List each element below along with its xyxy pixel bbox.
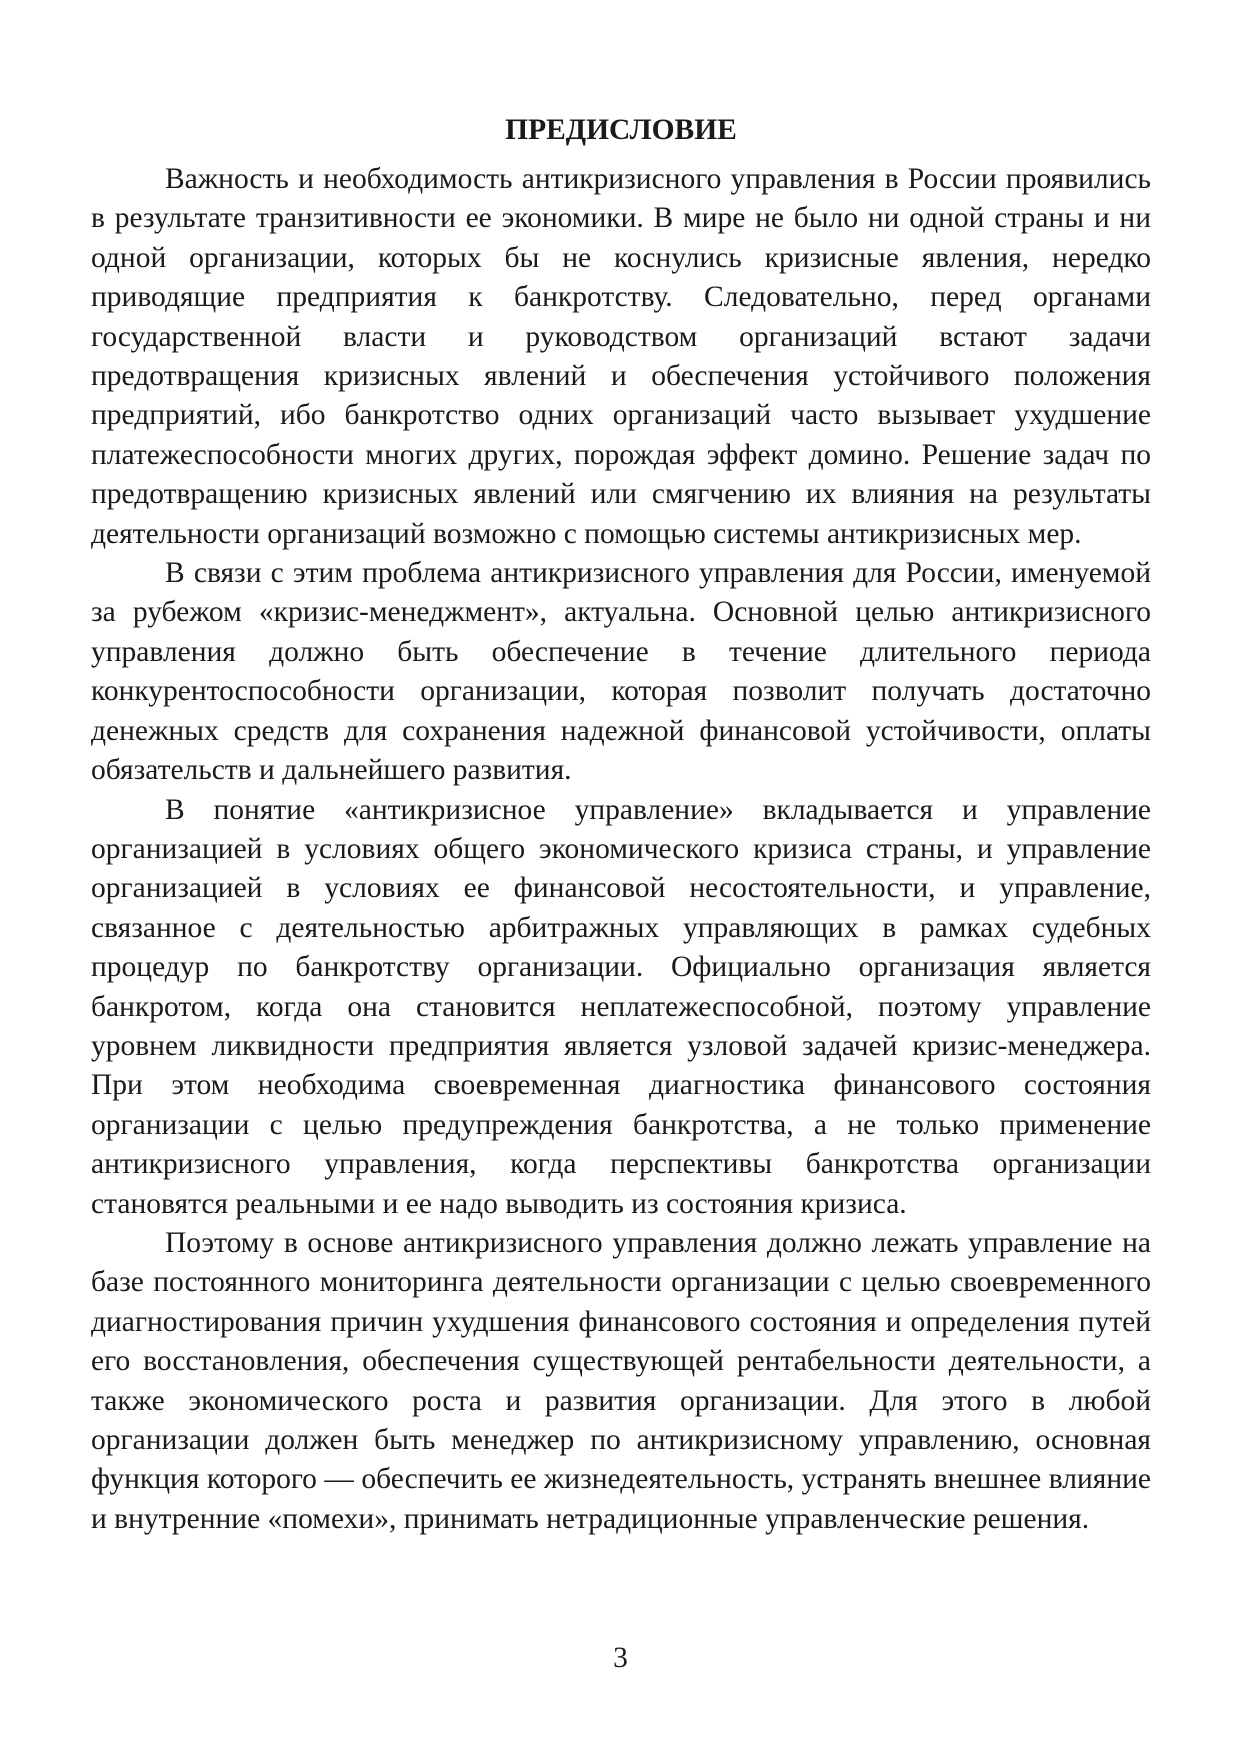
- paragraph-1: Важность и необходимость антикризисного управления в России проявились в результате транзитивности ее экономики. В мире не было ни одной страны и ни одной организации, которых бы не коснулись кризисные явления, нередко приводящие предприятия к банкротству. Следовательно, перед органами государственной власти и руководством организаций встают задачи предотвращения кризисных явлений и обеспечения устойчивого положения предприятий, ибо банкротство одних организаций часто вызывает ухудшение платежеспособности многих других, порождая эффект домино. Решение задач по предотвращению кризисных явлений или смягчению их влияния на результаты деятельности организаций возможно с помощью системы антикризисных мер.: [91, 163, 1151, 550]
- page-body: [91, 100, 1151, 1539]
- page-title: ПРЕДИСЛОВИЕ: [505, 114, 737, 146]
- page-number: 3: [613, 1642, 628, 1674]
- paragraph-2: В связи с этим проблема антикризисного управления для России, именуемой за рубежом «кризис-менеджмент», актуальна. Основной целью антикризисного управления должно быть обеспечение в течение длительного периода конкурентоспособности организации, которая позволит получать достаточно денежных средств для сохранения надежной финансовой устойчивости, оплаты обязательств и дальнейшего развития.: [91, 557, 1151, 787]
- paragraph-3: В понятие «антикризисное управление» вкладывается и управление организацией в условиях общего экономического кризиса страны, и управление организацией в условиях ее финансовой несостоятельности, и управление, связанное с деятельностью арбитражных управляющих в рамках судебных процедур по банкротству организации. Официально организация является банкротом, когда она становится неплатежеспособной, поэтому управление уровнем ликвидности предприятия является узловой задачей кризис-менеджера. При этом необходима своевременная диагностика финансового состояния организации с целью предупреждения банкротства, а не только применение антикризисного управления, когда перспективы банкротства организации становятся реальными и ее надо выводить из состояния кризиса.: [91, 793, 1151, 1220]
- paragraph-4: Поэтому в основе антикризисного управления должно лежать управление на базе постоянного мониторинга деятельности организации с целью своевременного диагностирования причин ухудшения финансового состояния и определения путей его восстановления, обеспечения существующей рентабельности деятельности, а также экономического роста и развития организации. Для этого в любой организации должен быть менеджер по антикризисному управлению, основная функция которого — обеспечить ее жизнедеятельность, устранять внешнее влияние и внутренние «помехи», принимать нетрадиционные управленческие решения.: [91, 1226, 1151, 1535]
